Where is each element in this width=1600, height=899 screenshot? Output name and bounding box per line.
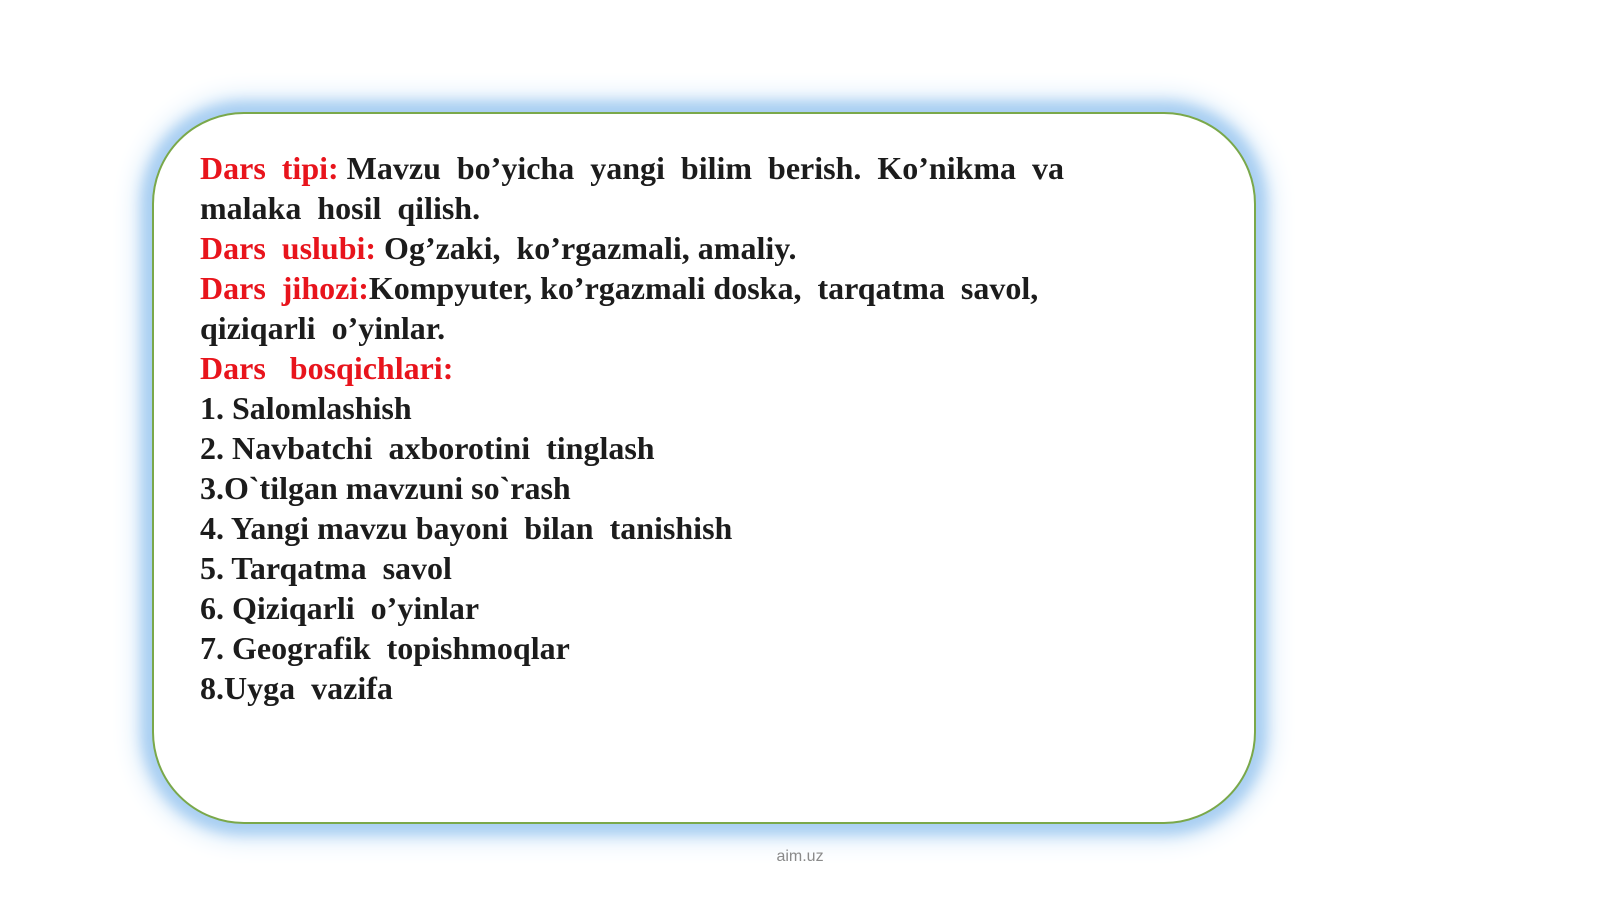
- stage-item: 8.Uyga vazifa: [200, 670, 393, 706]
- lesson-stages-heading: Dars bosqichlari:: [200, 350, 454, 386]
- lesson-method-label: Dars uslubi:: [200, 230, 377, 266]
- lesson-type-text: Mavzu bo’yicha yangi bilim berish. Ko’nikma va: [338, 150, 1065, 186]
- lesson-type-line: [200, 148, 1120, 188]
- lesson-content: [200, 148, 1120, 708]
- stage-item: 1. Salomlashish: [200, 390, 412, 426]
- stage-item: 3.O`tilgan mavzuni so`rash: [200, 470, 571, 506]
- lesson-method-line: [200, 228, 1120, 268]
- stage-item: 4. Yangi mavzu bayoni bilan tanishish: [200, 510, 733, 546]
- lesson-type-label: Dars tipi:: [200, 150, 339, 186]
- stage-item: 5. Tarqatma savol: [200, 550, 452, 586]
- lesson-method-text: Og’zaki, ko’rgazmali, amaliy.: [376, 230, 797, 266]
- lesson-equipment-text-continued: qiziqarli o’yinlar.: [200, 310, 446, 346]
- stage-item: 2. Navbatchi axborotini tinglash: [200, 430, 655, 466]
- lesson-equipment-line: [200, 268, 1120, 308]
- stage-item: 6. Qiziqarli o’yinlar: [200, 590, 480, 626]
- lesson-card: [152, 112, 1256, 824]
- lesson-type-text-continued: malaka hosil qilish.: [200, 190, 481, 226]
- lesson-equipment-label: Dars jihozi:: [200, 270, 369, 306]
- stage-item: 7. Geografik topishmoqlar: [200, 630, 570, 666]
- footer-watermark: aim.uz: [776, 848, 824, 865]
- lesson-equipment-text: Kompyuter, ko’rgazmali doska, tarqatma savol,: [368, 270, 1039, 306]
